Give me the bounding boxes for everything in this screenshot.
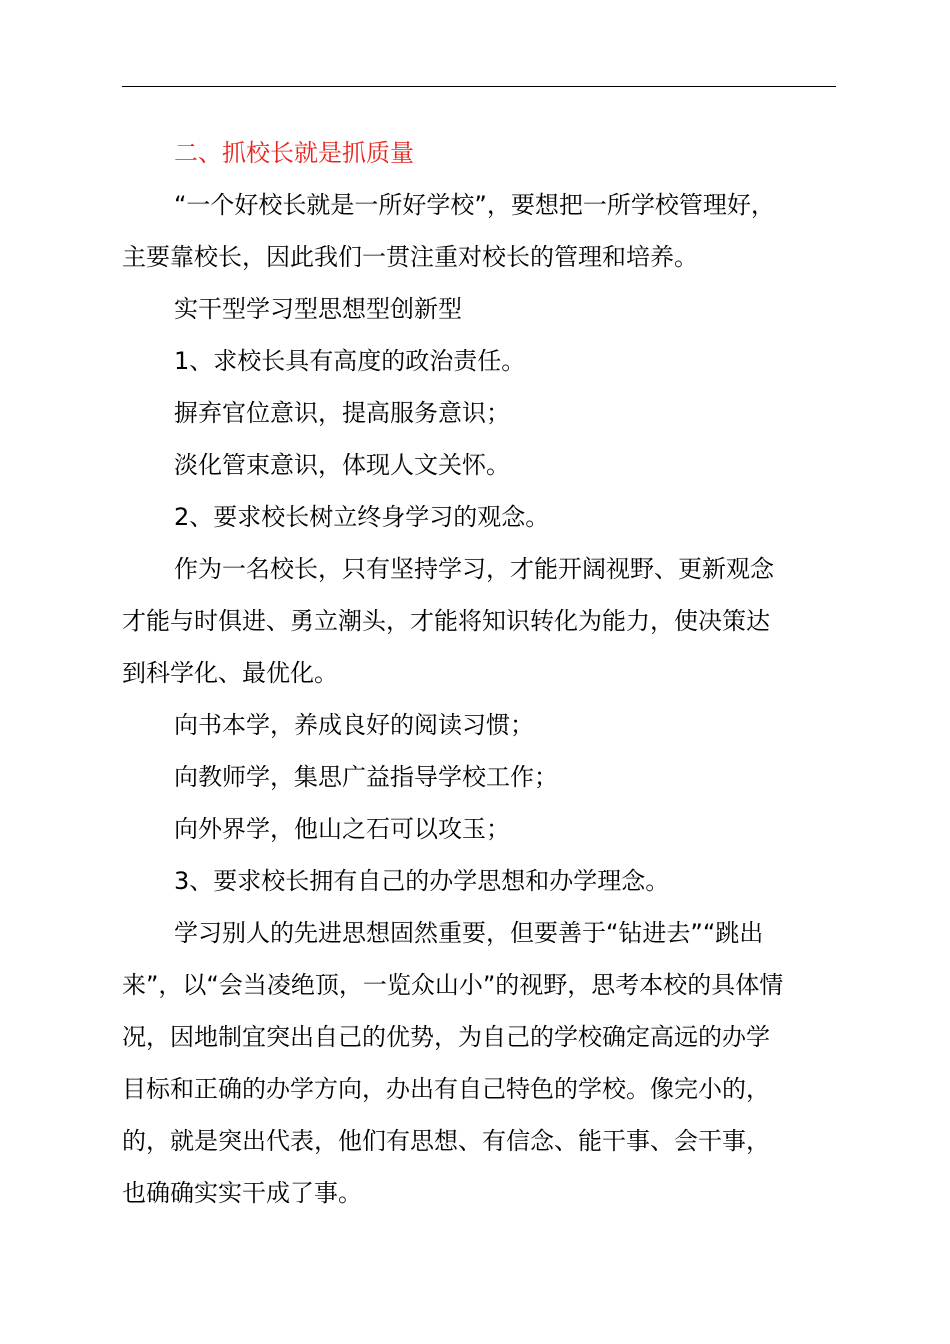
paragraph-line: 的，就是突出代表，他们有思想、有信念、能干事、会干事， xyxy=(122,1127,770,1155)
point-1-item-1: 摒弃官位意识，提高服务意识； xyxy=(174,399,510,427)
point-1-item-2: 淡化管束意识，体现人文关怀。 xyxy=(174,451,510,479)
paragraph-line: 目标和正确的办学方向，办出有自己特色的学校。像完小的， xyxy=(122,1075,770,1103)
paragraph-line: 到科学化、最优化。 xyxy=(122,659,338,687)
paragraph-line: 作为一名校长，只有坚持学习，才能开阔视野、更新观念 xyxy=(174,555,774,583)
paragraph-line: 况，因地制宜突出自己的优势，为自己的学校确定高远的办学 xyxy=(122,1023,770,1051)
paragraph-line: 学习别人的先进思想固然重要，但要善于“钻进去”“跳出 xyxy=(174,919,764,947)
paragraph-philosophy xyxy=(122,907,838,1219)
document-body xyxy=(122,127,838,1219)
point-3-title: 3、要求校长拥有自己的办学思想和办学理念。 xyxy=(174,867,670,895)
paragraph-intro xyxy=(122,179,838,283)
paragraph-line: 才能与时俱进、勇立潮头，才能将知识转化为能力，使决策达 xyxy=(122,607,770,635)
point-1-title: 1、求校长具有高度的政治责任。 xyxy=(174,347,526,375)
point-2-item-1: 向书本学，养成良好的阅读习惯； xyxy=(174,711,534,739)
header-rule xyxy=(122,86,836,87)
point-2-item-3: 向外界学，他山之石可以攻玉； xyxy=(174,815,510,843)
paragraph-line: “一个好校长就是一所好学校”，要想把一所学校管理好， xyxy=(174,191,775,219)
paragraph-line: 主要靠校长，因此我们一贯注重对校长的管理和培养。 xyxy=(122,243,698,271)
section-heading: 二、抓校长就是抓质量 xyxy=(174,139,414,167)
paragraph-line: 也确确实实干成了事。 xyxy=(122,1179,362,1207)
point-2-title: 2、要求校长树立终身学习的观念。 xyxy=(174,503,550,531)
paragraph-line: 来”，以“会当凌绝顶，一览众山小”的视野，思考本校的具体情 xyxy=(122,971,784,999)
paragraph-types: 实干型学习型思想型创新型 xyxy=(174,295,462,323)
point-2-item-2: 向教师学，集思广益指导学校工作； xyxy=(174,763,558,791)
paragraph-learning xyxy=(122,543,838,699)
